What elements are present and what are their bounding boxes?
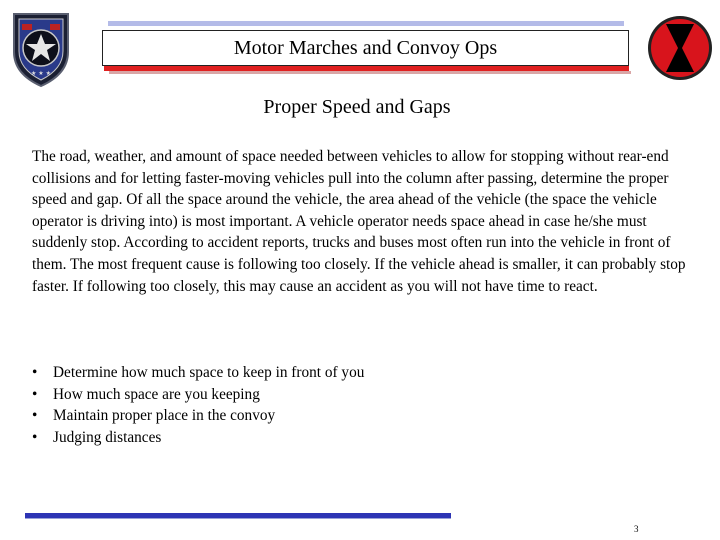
bullet-text: Judging distances [53,428,162,446]
list-item [32,405,532,427]
body-paragraph: The road, weather, and amount of space needed between vehicles to allow for stopping without rear-end collisions and for letting faster-moving vehicles pull into the column after passing, determine the proper speed and gap. Of all the space around the vehicle, the area ahead of the vehicle (the space the vehicle operator is driving into) is most important. A vehicle operator needs space ahead in case he/she must suddenly stop. According to accident reports, trucks and buses most often run into the vehicle in front of them. The most frequent cause is following too closely. If the vehicle ahead is smaller, it can probably stop faster. If following too closely, this may cause an accident as you will not have time to react. [32,148,686,295]
svg-text:★ ★ ★: ★ ★ ★ [31,70,51,77]
header-red-rule-shadow [109,71,631,74]
bullet-marker: • [32,428,38,446]
page-number: 3 [634,524,639,534]
hourglass-division-patch-icon [646,12,714,84]
list-item [32,362,532,384]
bullet-marker: • [32,407,38,425]
bullet-list [32,362,532,448]
bullet-marker: • [32,385,38,403]
unit-crest-icon [8,8,74,88]
header-top-rule [108,21,624,26]
footer-blue-rule-shadow [25,518,451,519]
list-item [32,427,532,449]
bullet-text: Determine how much space to keep in front of you [53,364,365,381]
page-title: Motor Marches and Convoy Ops [233,36,498,59]
bullet-text: How much space are you keeping [53,385,260,403]
bullet-text: Maintain proper place in the convoy [53,407,276,425]
header-title-box [102,30,629,66]
list-item [32,384,532,406]
slide-subtitle: Proper Speed and Gaps [263,96,451,118]
bullet-marker: • [32,364,38,381]
